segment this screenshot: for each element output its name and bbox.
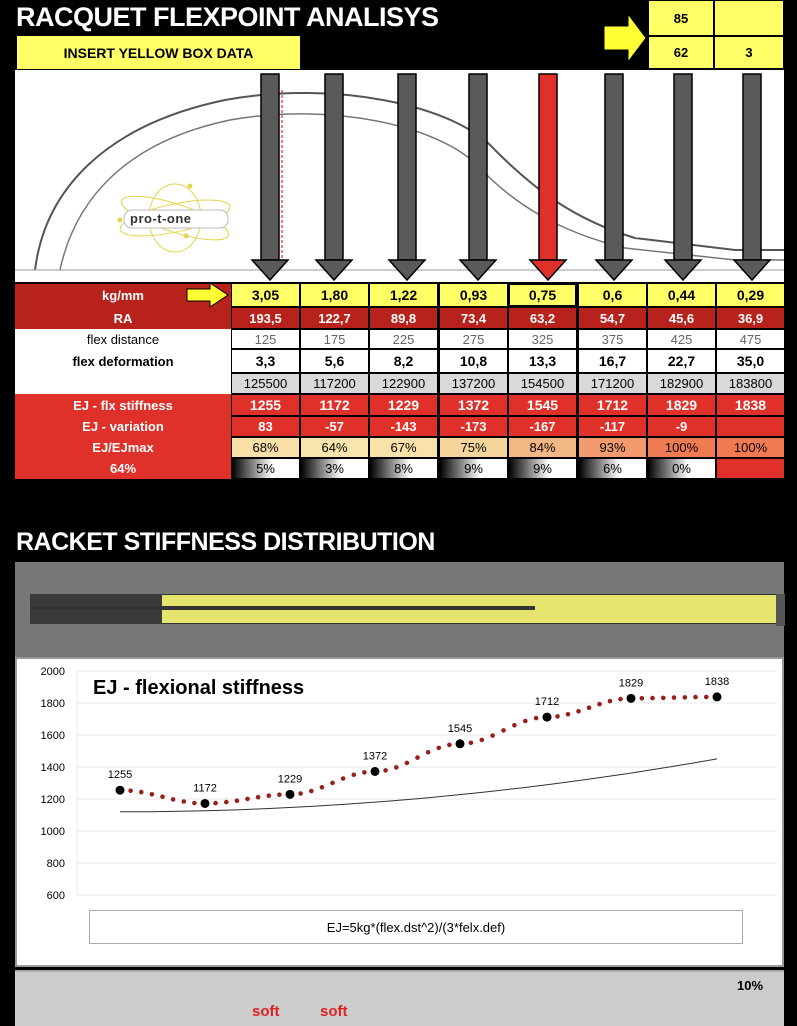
cell-value: 83 (258, 419, 273, 434)
cell-raw-values-4 (439, 373, 508, 394)
series-dot (330, 781, 335, 786)
label-ej-variation-text: EJ - variation (82, 419, 164, 434)
series-dot (597, 702, 602, 707)
series-dot (192, 801, 197, 806)
cell-value: 1,22 (389, 287, 418, 303)
cell-flex-distance-4 (439, 329, 508, 349)
cell-gradient-pct-1 (231, 458, 300, 479)
series-dot (534, 716, 539, 721)
input-box-bottom-1-value: 62 (673, 45, 689, 60)
data-label: 1172 (193, 782, 217, 795)
series-dot (362, 770, 367, 775)
series-dot (415, 755, 420, 760)
data-point (456, 739, 465, 748)
section-title: RACKET STIFFNESS DISTRIBUTION (16, 528, 435, 556)
label-summary-pct-text: 64% (109, 461, 137, 476)
cell-value: 0% (672, 461, 691, 476)
formula-text: EJ=5kg*(flex.dst^2)/(3*felx.def) (326, 919, 506, 935)
series-dot (150, 792, 155, 797)
cell-ej-variation-4 (439, 416, 508, 437)
cell-ej-ratio-4 (439, 437, 508, 458)
data-point (371, 767, 380, 776)
cell-value: 125500 (243, 376, 288, 391)
cell-ra-2 (300, 307, 369, 329)
series-dot (672, 695, 677, 700)
cell-gradient-pct-6 (578, 458, 647, 479)
cell-value: 193,5 (249, 310, 282, 326)
cell-value: 1172 (319, 397, 350, 413)
data-point (201, 799, 210, 808)
cell-value: 425 (670, 331, 693, 347)
cell-value: 45,6 (668, 310, 695, 326)
cell-ra-8 (716, 307, 785, 329)
data-label: 1712 (534, 696, 560, 709)
y-tick-label: 1000 (40, 826, 65, 838)
data-label: 1838 (704, 675, 730, 688)
cell-value: 225 (392, 331, 415, 347)
cell-flex-distance-6 (578, 329, 647, 349)
cell-value: 475 (739, 331, 762, 347)
series-dot (576, 709, 581, 714)
cell-flex-distance-7 (647, 329, 716, 349)
cell-gradient-pct-7 (647, 458, 716, 479)
cell-raw-values-3 (369, 373, 438, 394)
y-tick-label: 1200 (40, 794, 65, 806)
footer-soft-2: soft (320, 1003, 348, 1020)
series-dot (480, 738, 485, 743)
series-dot (693, 695, 698, 700)
cell-value: 183800 (728, 376, 773, 391)
label-ej-stiffness-text: EJ - flx stiffness (73, 397, 173, 413)
footer-panel (15, 970, 784, 1026)
chart-title: EJ - flexional stiffness (93, 677, 305, 699)
series-dot (171, 797, 176, 802)
cell-ej-stiffness-3 (369, 394, 438, 416)
instruction-text: INSERT YELLOW BOX DATA (63, 44, 254, 61)
instruction-banner (17, 36, 300, 69)
cell-value: -143 (390, 419, 417, 434)
cell-kgmm-4[interactable] (439, 283, 508, 307)
series-dot (661, 696, 666, 701)
cell-flex-deformation-7 (647, 349, 716, 373)
data-point (286, 790, 295, 799)
series-dot (182, 799, 187, 804)
label-ra (15, 307, 231, 329)
cell-value: 1838 (734, 397, 767, 413)
cell-gradient-pct-3 (369, 458, 438, 479)
y-tick-label: 1400 (40, 762, 65, 774)
data-label: 1545 (447, 722, 473, 735)
cell-kgmm-3[interactable] (369, 283, 438, 307)
cell-flex-deformation-8 (716, 349, 785, 373)
input-box-bottom-1[interactable] (648, 36, 714, 69)
cell-ej-ratio-1 (231, 437, 300, 458)
cell-gradient-pct-8 (716, 458, 785, 479)
data-label: 1229 (277, 773, 303, 786)
cell-value: 100% (664, 440, 699, 455)
series-dot (352, 773, 357, 778)
cell-value: 93% (599, 440, 626, 455)
cell-value: 1229 (387, 397, 420, 413)
cell-flex-deformation-6 (578, 349, 647, 373)
stiffness-bar-end (776, 594, 785, 626)
cell-flex-deformation-3 (369, 349, 438, 373)
cell-ra-3 (369, 307, 438, 329)
cell-ej-ratio-8 (716, 437, 785, 458)
cell-value: 1545 (526, 397, 559, 413)
cell-ej-variation-6 (578, 416, 647, 437)
arrow-down-icon (663, 70, 703, 282)
series-dot (267, 793, 272, 798)
cell-value: 36,9 (737, 310, 764, 326)
data-label: 1829 (618, 677, 644, 690)
cell-value: 5% (256, 461, 275, 476)
series-dot (235, 798, 240, 803)
y-axis-ticks (41, 666, 65, 902)
cell-value: 154500 (520, 376, 565, 391)
label-summary-pct (15, 458, 231, 479)
cell-ej-ratio-3 (369, 437, 438, 458)
cell-raw-values-7 (647, 373, 716, 394)
cell-value: 137200 (451, 376, 496, 391)
cell-ej-ratio-7 (647, 437, 716, 458)
cell-value: 117200 (313, 376, 356, 391)
arrow-right-icon (186, 282, 230, 308)
cell-value: 0,29 (736, 287, 765, 303)
cell-value: 9% (533, 461, 552, 476)
cell-value: 171200 (590, 376, 635, 391)
y-tick-label: 2000 (40, 666, 65, 678)
arrow-down-icon (594, 70, 634, 282)
cell-flex-deformation-2 (300, 349, 369, 373)
series-dot (139, 790, 144, 795)
cell-kgmm-6[interactable] (578, 283, 647, 307)
series-dot (160, 795, 165, 800)
formula-box (89, 910, 743, 944)
cell-gradient-pct-5 (508, 458, 577, 479)
footer-soft-1: soft (252, 1003, 280, 1020)
data-point (627, 694, 636, 703)
cell-value: 67% (390, 440, 417, 455)
series-dot (341, 776, 346, 781)
cell-value: 68% (252, 440, 279, 455)
series-dot (469, 741, 474, 746)
cell-ej-stiffness-5 (508, 394, 577, 416)
cell-ra-6 (578, 307, 647, 329)
cell-value: -173 (460, 419, 487, 434)
series-dot (618, 697, 623, 702)
cell-ej-variation-3 (369, 416, 438, 437)
cell-raw-values-5 (508, 373, 577, 394)
series-dot (640, 696, 645, 701)
cell-value: 3,3 (255, 353, 276, 369)
series-dot (683, 695, 688, 700)
cell-raw-values-2 (300, 373, 369, 394)
cell-ej-stiffness-1 (231, 394, 300, 416)
stiffness-bar-stripe (30, 606, 535, 610)
cell-value: 1255 (249, 397, 282, 413)
series-dot (245, 797, 250, 802)
cell-ej-ratio-6 (578, 437, 647, 458)
cell-flex-deformation-1 (231, 349, 300, 373)
series-dot (523, 719, 528, 724)
cell-kgmm-1[interactable] (231, 283, 300, 307)
cell-value: 1829 (665, 397, 698, 413)
series-dot (490, 733, 495, 738)
y-tick-label: 1800 (40, 698, 65, 710)
cell-value: 0,6 (602, 287, 623, 303)
label-ej-ratio (15, 437, 231, 458)
cell-value: 5,6 (324, 353, 345, 369)
cell-value: 35,0 (736, 353, 765, 369)
cell-ra-4 (439, 307, 508, 329)
arrow-down-icon (314, 70, 354, 282)
label-ej-ratio-text: EJ/EJmax (92, 440, 154, 455)
label-ra-text: RA (113, 310, 133, 326)
cell-value: -9 (675, 419, 688, 434)
series-dot (437, 746, 442, 751)
cell-kgmm-8[interactable] (716, 283, 785, 307)
cell-value: 1372 (457, 397, 490, 413)
cell-ra-1 (231, 307, 300, 329)
series-dot (650, 696, 655, 701)
cell-ej-variation-2 (300, 416, 369, 437)
label-ej-variation (15, 416, 231, 437)
arrow-down-icon (250, 70, 290, 282)
cell-flex-distance-3 (369, 329, 438, 349)
cell-value: 1712 (596, 397, 629, 413)
footer-percent: 10% (737, 978, 764, 993)
cell-value: 175 (323, 331, 346, 347)
arrow-down-icon (732, 70, 772, 282)
input-box-top-1-value: 85 (673, 10, 689, 26)
cell-value: 0,93 (459, 287, 488, 303)
cell-raw-values-1 (231, 373, 300, 394)
cell-value: 0,44 (667, 287, 696, 303)
arrow-down-icon (458, 70, 498, 282)
series-dot (213, 801, 218, 806)
cell-value: 89,8 (390, 310, 417, 326)
series-dot (394, 765, 399, 770)
y-tick-label: 1600 (40, 730, 65, 742)
series-dot (426, 750, 431, 755)
cell-value: 22,7 (667, 353, 696, 369)
cell-value: -167 (529, 419, 556, 434)
cell-value: 8,2 (393, 353, 414, 369)
cell-value: 0,75 (528, 287, 557, 303)
cell-value: 54,7 (599, 310, 626, 326)
series-dot (587, 705, 592, 710)
data-label: 1372 (362, 750, 388, 763)
series-dot (256, 795, 261, 800)
cell-kgmm-2[interactable] (300, 283, 369, 307)
series-dot (555, 714, 560, 719)
series-dot (383, 768, 388, 773)
cell-ej-stiffness-2 (300, 394, 369, 416)
cell-value: 182900 (659, 376, 704, 391)
input-box-bottom-2[interactable] (714, 36, 784, 69)
y-tick-label: 800 (46, 858, 65, 870)
cell-value: 3% (325, 461, 344, 476)
series-dot (608, 699, 613, 704)
cell-raw-values-8 (716, 373, 785, 394)
cell-flex-distance-8 (716, 329, 785, 349)
arrow-down-icon (387, 70, 427, 282)
cell-ej-stiffness-7 (647, 394, 716, 416)
cell-ra-7 (647, 307, 716, 329)
chart-grid (77, 671, 777, 895)
cell-ej-stiffness-6 (578, 394, 647, 416)
cell-flex-distance-1 (231, 329, 300, 349)
cell-value: 6% (603, 461, 622, 476)
cell-value: 63,2 (529, 310, 556, 326)
input-box-top-1[interactable] (648, 0, 714, 36)
cell-ej-ratio-5 (508, 437, 577, 458)
page-title: RACQUET FLEXPOINT ANALISYS (16, 2, 439, 32)
series-dot (405, 761, 410, 766)
series-dot (298, 791, 303, 796)
cell-ej-variation-5 (508, 416, 577, 437)
cell-value: 122900 (381, 376, 426, 391)
cell-value: 84% (529, 440, 556, 455)
logo-text: pro-t-one (130, 211, 192, 226)
cell-value: 10,8 (459, 353, 488, 369)
cell-gradient-pct-2 (300, 458, 369, 479)
cell-kgmm-5[interactable] (508, 283, 577, 307)
arrow-down-icon (528, 70, 568, 282)
cell-value: 325 (531, 331, 554, 347)
label-blank (15, 373, 231, 394)
cell-value: -57 (325, 419, 344, 434)
cell-value: 1,80 (320, 287, 349, 303)
cell-ej-stiffness-8 (716, 394, 785, 416)
series-dot (309, 789, 314, 794)
cell-ej-stiffness-4 (439, 394, 508, 416)
label-flex-deformation-text: flex deformation (72, 353, 174, 369)
arrow-right-icon (602, 12, 648, 64)
cell-flex-distance-5 (508, 329, 577, 349)
cell-kgmm-7[interactable] (647, 283, 716, 307)
label-flex-distance (15, 329, 231, 349)
cell-value: 16,7 (598, 353, 627, 369)
label-kgmm-text: kg/mm (102, 288, 144, 303)
cell-flex-deformation-4 (439, 349, 508, 373)
label-ej-stiffness (15, 394, 231, 416)
data-point (116, 786, 125, 795)
series-dot (447, 743, 452, 748)
series-dot (566, 712, 571, 717)
cell-value: 75% (460, 440, 487, 455)
series-dot (512, 723, 517, 728)
cell-value: 13,3 (528, 353, 557, 369)
cell-value: 73,4 (460, 310, 487, 326)
cell-raw-values-6 (578, 373, 647, 394)
data-point (543, 713, 552, 722)
cell-value: 122,7 (318, 310, 351, 326)
input-box-top-2[interactable] (714, 0, 784, 36)
series-dot (128, 788, 133, 793)
cell-value: 375 (601, 331, 624, 347)
series-dot (501, 728, 506, 733)
cell-ej-variation-7 (647, 416, 716, 437)
data-label: 1255 (107, 769, 133, 782)
input-box-bottom-2-value: 3 (745, 45, 753, 60)
cell-flex-deformation-5 (508, 349, 577, 373)
label-flex-distance-text: flex distance (86, 331, 160, 347)
cell-gradient-pct-4 (439, 458, 508, 479)
cell-ra-5 (508, 307, 577, 329)
data-point (713, 692, 722, 701)
cell-value: 9% (464, 461, 483, 476)
cell-value: 275 (462, 331, 485, 347)
cell-flex-distance-2 (300, 329, 369, 349)
cell-value: 125 (254, 331, 277, 347)
cell-value: 8% (394, 461, 413, 476)
series-dot (277, 792, 282, 797)
cell-ej-variation-1 (231, 416, 300, 437)
series-dot (704, 695, 709, 700)
series-dot (320, 785, 325, 790)
cell-value: 64% (321, 440, 348, 455)
cell-ej-variation-8 (716, 416, 785, 437)
cell-value: -117 (599, 419, 626, 434)
series-dot (224, 800, 229, 805)
cell-ej-ratio-2 (300, 437, 369, 458)
y-tick-label: 600 (46, 890, 65, 902)
cell-value: 3,05 (251, 287, 280, 303)
label-flex-deformation (15, 349, 231, 373)
cell-value: 100% (733, 440, 768, 455)
